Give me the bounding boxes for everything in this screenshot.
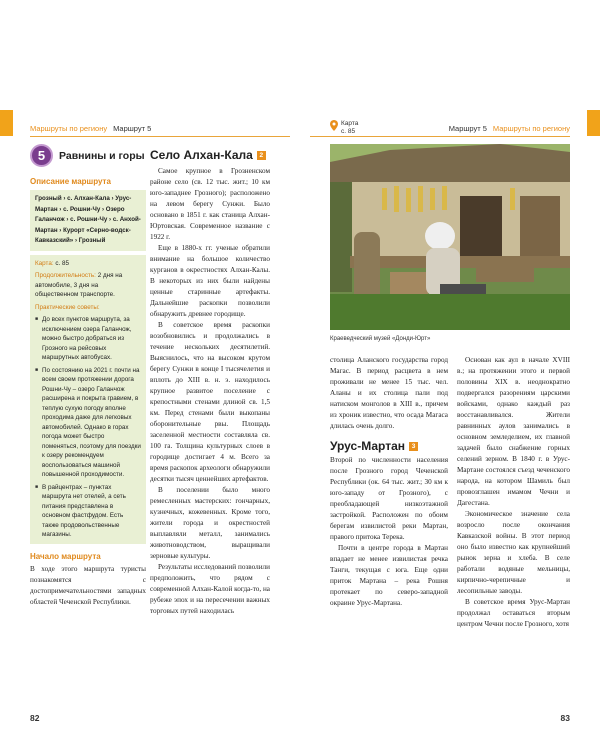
- header-rule: [310, 136, 570, 137]
- tip-item: ■ До всех пунктов маршрута, за исключением озера Галанчож, можно быстро добраться из Грозного на рейсовых маршрутных автобусах.: [35, 315, 141, 363]
- header-section: Маршруты по региону: [30, 124, 108, 133]
- running-header: [449, 124, 570, 133]
- route-description-heading: Описание маршрута: [30, 177, 111, 186]
- article-paragraph: В советское время раскопки возобновились и продолжались в течение нескольких десятилетий. Выяснилось, что на высоком крутом берегу Сунжи в конце I тысячелетия и вплоть до XIII в. н. э. находилось крупное развитое поселение с крепостными стенами длиной св. 1,5 км. Перед стенами были выкопаны оборонительные рвы. Площадь заселенной местности составляла св. 100 га. Толщина культурных слоев в городище достигает 4 м. Всего за время раскопок археологи обнаружили десятки тысяч ценнейших артефактов.: [150, 321, 270, 483]
- map-ref-marker: 2: [257, 151, 266, 160]
- route-number-badge: 5: [30, 144, 53, 167]
- article-paragraph: Еще в 1880-х гг. ученые обратили внимание на большое количество курганов в окрестностях Алхан-Калы. В некоторых из них были найдены ценные старинные артефакты. Дальнейшие раскопки позволили обнаружить древнее городище.: [150, 244, 270, 318]
- page-tab-marker: [0, 110, 13, 136]
- article-paragraph: Результаты исследований позволили предположить, что рядом с современной Алхан-Калой когда-то, на рубеже эпох и на пересечении важных торговых путей находилась: [150, 563, 270, 615]
- page-number: 82: [30, 713, 40, 723]
- history-paragraph: Основан как аул в начале XVIII в.; на протяжении этого и первой половины XIX в. неоднократно подвергался разорениям царскими войсками, однако каждый раз восстанавливался. Жители равнинных аулов занимались в основном земледелием, их главной задачей было снабжение горных селений зерном. В 1840 г. в Урус-Мартане состоялся съезд чеченского народа, на котором Шамиль был провозглашен имамом Чечни и Дагестана.: [457, 356, 570, 507]
- text-column-2: [457, 355, 570, 630]
- route-start-heading: Начало маршрута: [30, 551, 101, 561]
- route-sidebar: [30, 144, 146, 608]
- article-body: [150, 166, 270, 617]
- article-column: [150, 148, 270, 617]
- map-ref-marker: 3: [409, 442, 418, 451]
- map-ref-page: с. 85: [341, 128, 356, 135]
- route-title: [30, 144, 146, 167]
- map-pin-icon: [330, 120, 338, 131]
- route-info-box: [30, 255, 146, 544]
- text-column-1: [330, 355, 448, 609]
- urus-paragraph: Почти в центре города в Мартан впадает не менее извилистая речка Танги, текущая с юга. Еще одни приток Мартана – река Рошня протекает по северо-западной окраине Урус-Мартана.: [330, 544, 448, 607]
- map-ref-text: [341, 120, 358, 136]
- tip-item: ■ В райцентрах – пунктах маршрута нет отелей, а сеть питания представлена в основном фастфудом. Есть также продовольственные магазины.: [35, 483, 141, 540]
- header-rule: [30, 136, 290, 137]
- tip-item: ■ По состоянию на 2021 г. почти на всем своем протяжении дорога Рошни-Чу – озеро Галанчож расширена и покрыта гравием, в теплую сухую погоду вполне проходима даже для легковых автомобилей. Однако в горах погода может быстро поменяться, поэтому для поездки к озеру рекомендуем воспользоваться машиной повышенной проходимости.: [35, 366, 141, 480]
- history-paragraph: В советское время Урус-Мартан продолжал оставаться вторым центром Чечни после Грозного, хотя: [457, 598, 570, 628]
- article-paragraph: Самое крупное в Грозненском районе село (св. 12 тыс. жит.; 10 км юго-западнее Грозного); расположено на левом берегу Сунжи. Было основано в 1851 г. как станица Алхан-Юртовская. Современное название с 1922 г.: [150, 167, 270, 241]
- map-info: [35, 259, 141, 269]
- header-route: Маршрут 5: [448, 124, 487, 133]
- tips-list: [35, 315, 141, 540]
- duration-label: Продолжительность:: [35, 272, 96, 279]
- right-page: [300, 0, 600, 750]
- museum-photo: [330, 144, 570, 330]
- tips-heading: Практические советы:: [35, 303, 100, 311]
- history-paragraph: Экономическое значение села возросло после окончания Кавказской войны. В этот период оно было известно как крупнейший рынок зерна и хлеба. В селе работали водяные мельницы, кирпично-черепичные и лесопильные заводы.: [457, 510, 570, 595]
- header-route: Маршрут 5: [113, 124, 152, 133]
- route-itinerary: Грозный › с. Алхан-Кала › Урус-Мартан › с. Рошни-Чу › Озеро Галанчож › с. Рошни-Чу › с. Анхой-Мартан › Курорт «Серно-водск-Кавказский» › Грозный: [30, 190, 146, 251]
- continued-paragraph: столица Аланского государства город Магас. В период расцвета в нем проживали не менее 15 тыс. чел. Аланы и их столица пали под натиском монголов в XIII в., причем из хроник известно, что осада Магаса длилась очень долго.: [330, 356, 448, 430]
- map-reference: [330, 120, 358, 136]
- page-tab-marker: [587, 110, 600, 136]
- route-name: Равнины и горы: [59, 149, 145, 162]
- map-page: с. 85: [55, 259, 70, 267]
- article-title: [150, 148, 270, 162]
- urus-martan-title: [330, 441, 448, 452]
- urus-paragraph: Второй по численности населения после Грозного город Чеченской Республики (ок. 64 тыс. жит.; 30 км к юго-западу от Грозного), с преобладающей низкоэтажной застройкой. Расположен по обоим берегам извилистой реки Мартан, правого притока Терека.: [330, 456, 448, 541]
- duration-value: 2 дня на автомобиле, 3 дня на общественном транспорте.: [35, 272, 123, 298]
- route-start-text: В ходе этого маршрута туристы познакомятся с достопримечательностями западных областей Чеченской Республики.: [30, 564, 146, 606]
- urus-martan-title-text: Урус-Мартан: [330, 439, 406, 453]
- duration-info: [35, 271, 141, 300]
- article-paragraph: В поселении было много ремесленных мастерских: гончарных, кузнечных, кожевенных. Кроме того, жители города и окрестностей выплавляли металл, занимались животноводством, выращивали зерновые культуры.: [150, 486, 270, 560]
- map-ref-label: Карта: [341, 120, 359, 127]
- photo-caption: Краеведческий музей «Донди-Юрт»: [330, 336, 431, 342]
- map-label: Карта:: [35, 259, 54, 267]
- museum-photo-image: [330, 144, 570, 330]
- article-title-text: Село Алхан-Кала: [150, 148, 253, 162]
- page-number: 83: [560, 713, 570, 723]
- running-header: [30, 124, 151, 133]
- header-section: Маршруты по региону: [492, 124, 570, 133]
